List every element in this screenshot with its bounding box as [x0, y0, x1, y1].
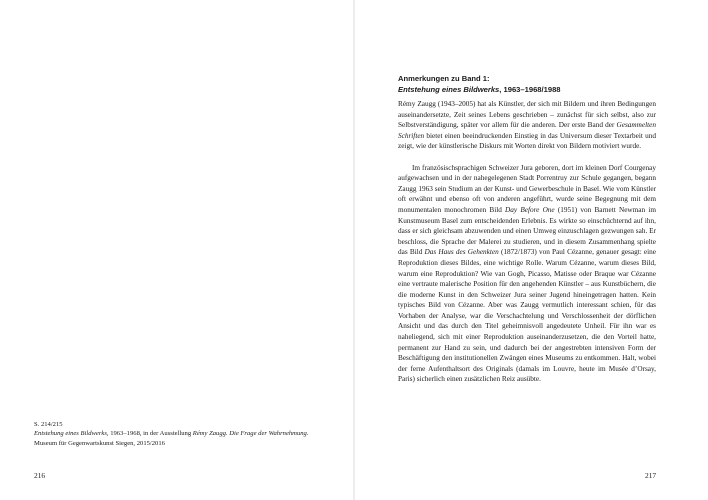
caption-page-reference: S. 214/215: [34, 421, 63, 428]
paragraph-2-italic-a: Day Before One: [505, 205, 555, 214]
section-heading: [398, 74, 668, 95]
paragraph-2-italic-b: Das Haus des Gehenkten: [424, 248, 499, 257]
paragraph-1-italic-a: Gesammelten Schriften: [398, 121, 656, 140]
image-caption: [34, 420, 314, 448]
page-number-left: 216: [34, 471, 46, 480]
heading-subtitle: [398, 85, 668, 96]
caption-work-title: Entstehung eines Bildwerks: [34, 430, 107, 438]
heading-dates: , 1963–1968/1988: [499, 84, 561, 94]
caption-detail: , 1963–1968, in der Ausstellung: [106, 430, 193, 438]
paragraph-2-text-b: (1951) von Barnett Newman im Kunstmuseum Basel zum entscheidenden Erlebnis. Es wirkte so einschüchternd auf ihn, dass er sich gleichsam abzuwenden und einen Umweg einzuschlagen gezwungen sah. Er beschloss, die Sprache der Malerei zu studieren, und in diesem Zusammenhang spielte das Bild: [398, 205, 656, 257]
caption-venue: . Museum für Gegenwartskunst Siegen, 2015/2016: [34, 430, 309, 447]
body-text: [398, 99, 656, 385]
page-gutter: [353, 0, 355, 500]
paragraph-1-text-b: bietet einen beeindruckenden Einstieg in das Universum dieser Textarbeit und zeigt, wie der künstlerische Diskurs mit Worten direkt von Bildern motiviert wurde.: [398, 131, 656, 151]
paragraph-1-text-a: Rémy Zaugg (1943–2005) hat als Künstler, der sich mit Bildern und ihren Bedingungen auseinandersetzte, Zeit seines Lebens geschrieben – zunächst für sich selbst, also zur Selbstverständigung, später vor allem für die anderen. Der erste Band der: [398, 100, 656, 130]
caption-exhibition-title: Rémy Zaugg. Die Frage der Wahrnehmung: [192, 430, 307, 438]
paragraph-1: [398, 99, 656, 152]
heading-work-title: Entstehung eines Bildwerks: [398, 84, 500, 94]
paragraph-2-text-a: Im französischsprachigen Schweizer Jura geboren, dort im kleinen Dorf Courgenay aufgewachsen und in der nahegelegenen Stadt Porrentruy zur Schule gegangen, begann Zaugg 1963 sein Studium an der Kunst- und Gewerbeschule in Basel. Wie vom Künstler oft erwähnt und ebenso oft von anderen angeführt, wurde seine Begegnung mit dem monumentalen monochromen Bild: [398, 163, 656, 214]
page-number-right: 217: [645, 471, 657, 480]
paragraph-2-text-c: (1872/1873) von Paul Cézanne, genauer gesagt: eine Reproduktion dieses Bildes, eine wichtige Rolle. Warum Cézanne, warum dieses Bild, warum eine Reproduktion? Wie van Gogh, Picasso, Matisse oder Braque war Cézanne eine vertraute malerische Position für den angehenden Künstler – aus Kunstbüchern, die die moderne Kunst in den Schweizer Jura seiner Jugend hineingetragen hatten. Kein typisches Bild von Cézanne. Aber was Zaugg vermutlich interessant schien, für das Vorhaben der Analyse, war die Verschachtelung und Verschlossenheit der dörflichen Ansicht und das durch den Titel geheimnisvoll angedeutete Unheil. Für ihn war es naheliegend, sich mit einer Reproduktion auseinanderzusetzen, die den Vorteil hatte, permanent zur Hand zu sein, und dadurch bei der angestrebten intensiven Form der Beschäftigung den institutionellen Zwängen eines Museums zu entkommen. Halt, wobei der ferne Aufenthaltsort des Originals (damals im Louvre, heute im Musée d’Orsay, Paris) sicherlich einen zusätzlichen Reiz ausübte.: [398, 248, 656, 384]
caption-text: [34, 430, 309, 446]
heading-title: Anmerkungen zu Band 1:: [398, 74, 490, 83]
paragraph-2: [398, 163, 656, 385]
